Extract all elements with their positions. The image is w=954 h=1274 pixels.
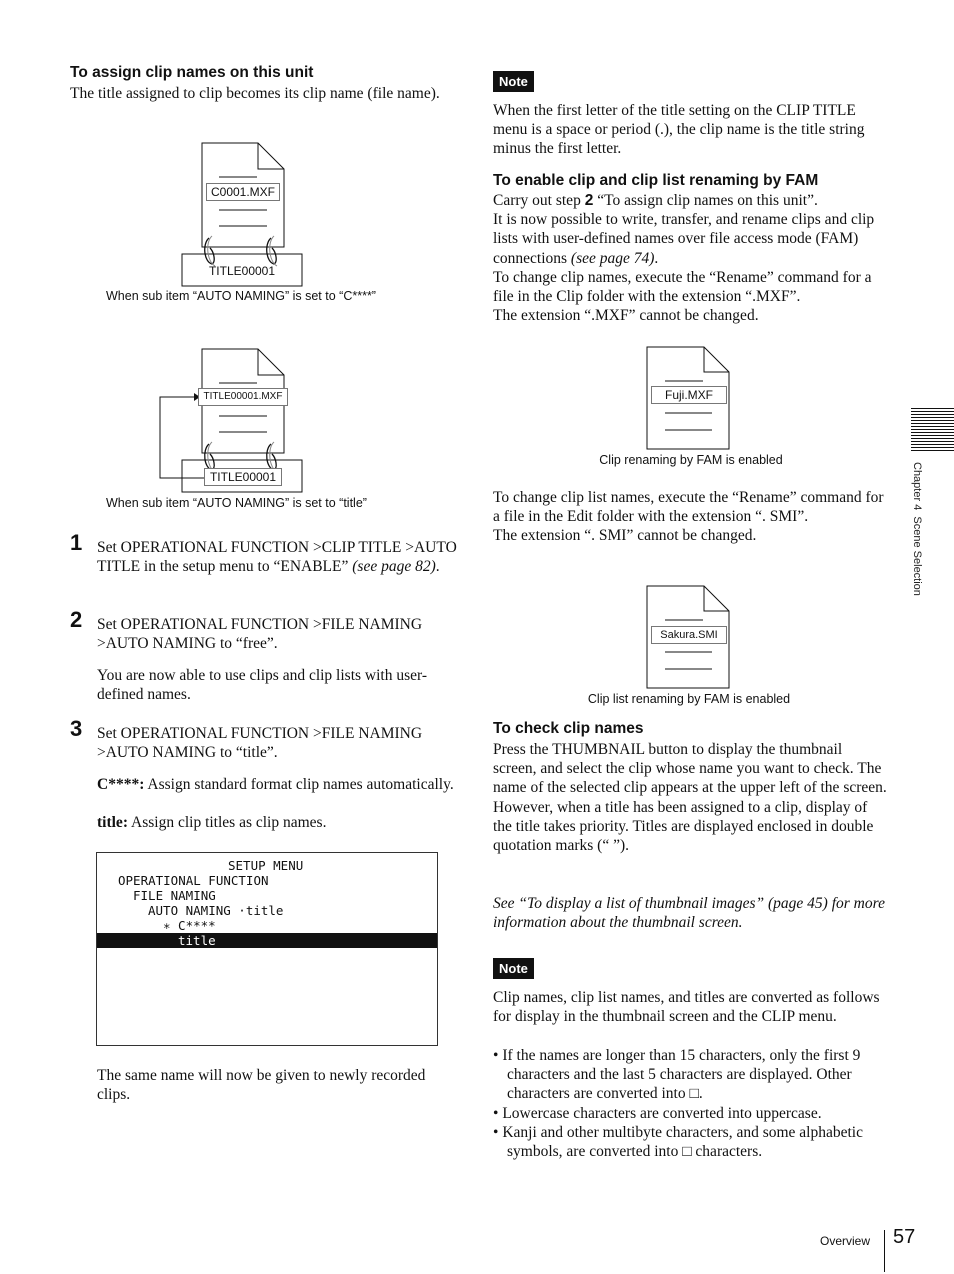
footer-divider (884, 1230, 885, 1272)
figure3-caption: Clip renaming by FAM is enabled (599, 453, 783, 467)
setup-menu-screen (96, 852, 438, 1046)
file-name-label: Sakura.SMI (651, 626, 727, 644)
menu-line-operational: OPERATIONAL FUNCTION (118, 873, 269, 888)
menu-option-c: ∗ C**** (163, 918, 216, 933)
step-2-text: Set OPERATIONAL FUNCTION >FILE NAMING >AUTO NAMING to “free”. (97, 616, 423, 653)
chapter-side-label: Chapter 4 Scene Selection (911, 462, 923, 596)
check-paragraph: Press the THUMBNAIL button to display the thumbnail screen, and select the clip whose name you want to check. The name of the selected clip appears at the upper left of the screen. However, when a title has been assigned to a clip, display of the title takes priority. Titles are displayed enclosed in double quotation marks (“ ”). (493, 741, 887, 855)
option-c-desc: C****: Assign standard format clip names automatically. (97, 776, 454, 793)
figure-auto-naming-c (100, 140, 400, 310)
clip-file-icon (100, 140, 400, 310)
file-name-label: C0001.MXF (206, 183, 280, 201)
list-item: • Kanji and other multibyte characters, and some alphabetic symbols, are converted into □ characters. (493, 1123, 863, 1161)
menu-line-file-naming: FILE NAMING (133, 888, 216, 903)
step-2-number: 2 (70, 607, 83, 632)
figure-fuji-mxf (640, 345, 740, 455)
note-badge-2: Note (493, 958, 534, 979)
clip-list-paragraph: To change clip list names, execute the “Rename” command for a file in the Edit folder with the extension “. SMI”. The extension “. SMI” cannot be changed. (493, 489, 884, 545)
step-3-number: 3 (70, 716, 83, 741)
figure-sakura-smi (640, 584, 740, 694)
see-also-text: See “To display a list of thumbnail images” (page 45) for more information about the thumbnail screen. (493, 895, 885, 932)
option-title-desc: title: Assign clip titles as clip names. (97, 814, 327, 831)
note-badge-1: Note (493, 71, 534, 92)
menu-option-title: title (178, 933, 216, 948)
file-name-label: TITLE00001.MXF (198, 388, 288, 406)
step-1-number: 1 (70, 530, 83, 555)
fam-heading: To enable clip and clip list renaming by FAM (493, 172, 819, 189)
step-2-subtext: You are now able to use clips and clip lists with user-defined names. (97, 667, 428, 704)
step-1-text: Set OPERATIONAL FUNCTION >CLIP TITLE >AUTO TITLE in the setup menu to “ENABLE” (see page 82). (97, 539, 457, 576)
footer-section: Overview (820, 1234, 871, 1248)
file-name-label: Fuji.MXF (651, 386, 727, 404)
note-1-text: When the first letter of the title setting on the CLIP TITLE menu is a space or period (.), the clip name is the title string minus the first letter. (493, 102, 865, 158)
assign-body: The title assigned to clip becomes its clip name (file name). (70, 85, 440, 102)
figure-auto-naming-title (100, 346, 400, 496)
figure4-caption: Clip list renaming by FAM is enabled (587, 692, 791, 706)
check-heading: To check clip names (493, 720, 644, 737)
fam-paragraph: Carry out step 2 “To assign clip names on this unit”. It is now possible to write, transfer, and rename clips and clip lists with user-defined names over file access mode (FAM) connections (see page 74). To change clip names, execute the “Rename” command for a file in the Clip folder with the extension “.MXF”. The extension “.MXF” cannot be changed. (493, 192, 875, 325)
menu-title: SETUP MENU (228, 858, 304, 873)
figure2-caption: When sub item “AUTO NAMING” is set to “title” (106, 496, 367, 510)
title-label: TITLE00001 (208, 264, 276, 278)
closing-text: The same name will now be given to newly recorded clips. (97, 1067, 426, 1104)
figure1-caption: When sub item “AUTO NAMING” is set to “C****” (106, 289, 376, 303)
list-item: • Lowercase characters are converted into uppercase. (493, 1104, 822, 1122)
note-2-bullets (493, 1046, 885, 1161)
step-3-text: Set OPERATIONAL FUNCTION >FILE NAMING >AUTO NAMING to “title”. (97, 725, 423, 762)
page-number: 57 (893, 1226, 916, 1248)
menu-selected-row (97, 933, 437, 948)
menu-line-auto-naming: AUTO NAMING ·title (148, 903, 284, 918)
list-item: • If the names are longer than 15 characters, only the first 9 characters and the last 5 characters are displayed. Other characters are converted into □. (493, 1047, 861, 1103)
assign-heading: To assign clip names on this unit (70, 64, 314, 81)
chapter-tab-marker (911, 408, 954, 454)
note-2-text: Clip names, clip list names, and titles are converted as follows for display in the thumbnail screen and the CLIP menu. (493, 989, 880, 1026)
title-label: TITLE00001 (204, 468, 282, 486)
